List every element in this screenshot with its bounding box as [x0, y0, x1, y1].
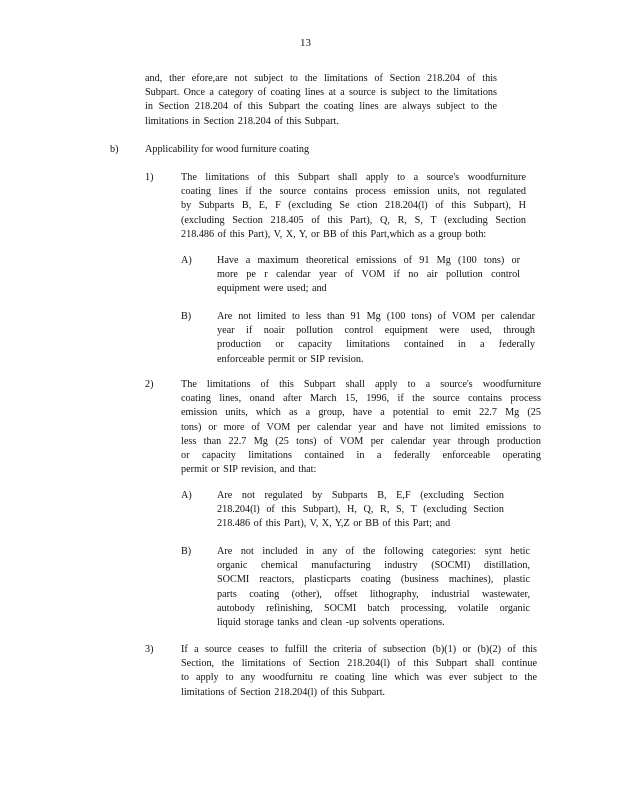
text-line: equipment were used; and [217, 283, 327, 295]
item-2a-paragraph [217, 489, 504, 532]
text-line: SOCMI reactors, plasticparts coating (business machines), plastic [217, 574, 530, 586]
text-line: and, ther efore,are not subject to the limitations of Section 218.204 of this [145, 73, 497, 84]
text-line: autobody refinishing, SOCMI batch processing, volatile organic [217, 602, 530, 614]
text-line: The limitations of this Subpart shall apply to a source's woodfurniture [181, 379, 541, 390]
text-line: (excluding Section 218.405 of this Part), Q, R, S, T (excluding Section [181, 214, 526, 226]
text-line: production or capacity limitations contained in a federally [217, 339, 535, 351]
item-1b-marker: B) [181, 311, 192, 322]
text-line: year if noair pollution control equipment were used, through [217, 325, 535, 337]
text-line: Are not included in any of the following categories: synt hetic [217, 546, 530, 557]
section-b-heading: Applicability for wood furniture coating [145, 144, 310, 155]
text-line: Subpart. Once a category of coating lines at a source is subject to the limitations [145, 87, 497, 99]
text-line: If a source ceases to fulfill the criteria of subsection (b)(1) or (b)(2) of this [181, 644, 537, 655]
item-2b-marker: B) [181, 546, 192, 557]
text-line: liquid storage tanks and clean -up solvents operations. [217, 617, 445, 629]
text-line: 218.486 of this Part), V, X, Y,Z or BB of this Part; and [217, 518, 451, 530]
text-line: Are not limited to less than 91 Mg (100 tons) of VOM per calendar [217, 311, 535, 322]
item-1a-marker: A) [181, 255, 192, 266]
text-line: less than 22.7 Mg (25 tons) of VOM per calendar year through production [181, 435, 541, 447]
text-line: coating lines, onand after March 15, 1996, if the source contains process [181, 393, 541, 405]
item-1-paragraph [181, 171, 526, 242]
text-line: tons) or more of VOM per calendar year and have not limited emissions to [181, 421, 541, 433]
text-line: enforceable permit or SIP revision. [217, 353, 364, 365]
text-line: more pe r calendar year of VOM if no air pollution control [217, 269, 520, 281]
text-line: by Subparts B, E, F (excluding Se ction 218.204(l) of this Subpart), H [181, 200, 526, 212]
text-line: organic chemical manufacturing industry (SOCMI) distillation, [217, 560, 530, 572]
item-2-marker: 2) [145, 379, 154, 390]
page-number: 13 [300, 37, 311, 49]
item-3-paragraph [181, 643, 537, 700]
text-line: limitations of Section 218.204(l) of this Subpart. [181, 686, 386, 698]
item-1-marker: 1) [145, 172, 154, 183]
text-line: 218.204(l) of this Subpart), H, Q, R, S, T (excluding Section [217, 504, 504, 516]
text-line: The limitations of this Subpart shall apply to a source's woodfurniture [181, 172, 526, 183]
text-line: 218.486 of this Part), V, X, Y, or BB of this Part,which as a group both: [181, 228, 487, 240]
item-1b-paragraph [217, 310, 535, 367]
text-line: or capacity limitations contained in a federally enforceable operating [181, 450, 541, 462]
text-line: emission units, which as a group, have a potential to emit 22.7 Mg (25 [181, 407, 541, 419]
text-line: Have a maximum theoretical emissions of 91 Mg (100 tons) or [217, 255, 520, 266]
item-2a-marker: A) [181, 490, 192, 501]
text-line: in Section 218.204 of this Subpart the coating lines are always subject to the [145, 101, 497, 113]
text-line: coating lines if the source contains process emission units, not regulated [181, 186, 526, 198]
section-b-marker: b) [110, 144, 119, 155]
item-2-paragraph [181, 378, 541, 477]
item-2b-paragraph [217, 545, 530, 630]
text-line: limitations in Section 218.204 of this Subpart. [145, 115, 339, 127]
text-line: to apply to any woodfurnitu re coating line which was ever subject to the [181, 672, 537, 684]
item-1a-paragraph [217, 254, 520, 297]
text-line: Section, the limitations of Section 218.204(l) of this Subpart shall continue [181, 658, 537, 670]
text-line: permit or SIP revision, and that: [181, 464, 317, 476]
intro-paragraph [145, 72, 497, 129]
text-line: parts coating (other), offset lithography, industrial wastewater, [217, 588, 530, 600]
item-3-marker: 3) [145, 644, 154, 655]
text-line: Are not regulated by Subparts B, E,F (excluding Section [217, 490, 504, 501]
